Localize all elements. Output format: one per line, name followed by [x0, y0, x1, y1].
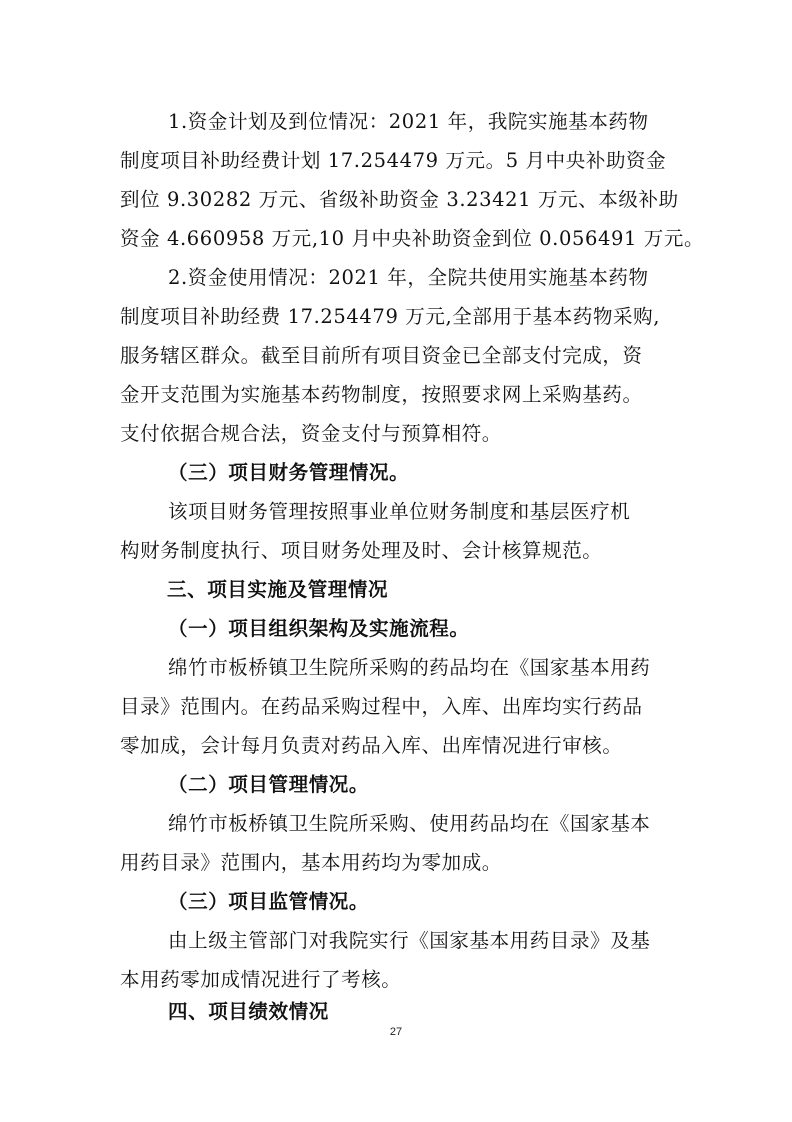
section-heading: （一）项目组织架构及实施流程。	[168, 617, 470, 640]
paragraph-line: 支付依据合规合法，资金支付与预算相符。	[120, 422, 502, 445]
paragraph-line: 由上级主管部门对我院实行《国家基本用药目录》及基	[168, 929, 651, 952]
paragraph-line: 绵竹市板桥镇卫生院所采购、使用药品均在《国家基本	[168, 812, 651, 835]
paragraph-line: 该项目财务管理按照事业单位财务制度和基层医疗机	[168, 500, 631, 523]
paragraph-line: 资金 4.660958 万元,10 月中央补助资金到位 0.056491 万元。	[120, 227, 705, 250]
paragraph-line: 本用药零加成情况进行了考核。	[120, 968, 402, 991]
section-heading: （二）项目管理情况。	[168, 773, 370, 796]
paragraph-line: 2.资金使用情况：2021 年，全院共使用实施基本药物	[168, 266, 649, 289]
chapter-heading: 三、项目实施及管理情况	[167, 578, 389, 601]
paragraph-line: 零加成，会计每月负责对药品入库、出库情况进行审核。	[120, 734, 623, 757]
page-number: 27	[389, 1026, 403, 1038]
paragraph-line: 制度项目补助经费计划 17.254479 万元。5 月中央补助资金	[120, 149, 667, 172]
paragraph-line: 构财务制度执行、项目财务处理及时、会计核算规范。	[120, 539, 603, 562]
paragraph-line: 用药目录》范围内，基本用药均为零加成。	[120, 851, 502, 874]
paragraph-line: 金开支范围为实施基本药物制度，按照要求网上采购基药。	[120, 383, 643, 406]
paragraph-line: 目录》范围内。在药品采购过程中，入库、出库均实行药品	[120, 695, 643, 718]
paragraph-line: 绵竹市板桥镇卫生院所采购的药品均在《国家基本用药	[168, 656, 651, 679]
paragraph-line: 服务辖区群众。截至目前所有项目资金已全部支付完成，资	[120, 344, 643, 367]
section-heading: （三）项目财务管理情况。	[168, 461, 410, 484]
paragraph-line: 到位 9.30282 万元、省级补助资金 3.23421 万元、本级补助	[120, 188, 679, 211]
paragraph-line: 制度项目补助经费 17.254479 万元,全部用于基本药物采购,	[120, 305, 661, 328]
section-heading: （三）项目监管情况。	[168, 890, 370, 913]
paragraph-line: 1.资金计划及到位情况：2021 年，我院实施基本药物	[168, 110, 649, 133]
chapter-heading: 四、项目绩效情况	[168, 1000, 329, 1023]
